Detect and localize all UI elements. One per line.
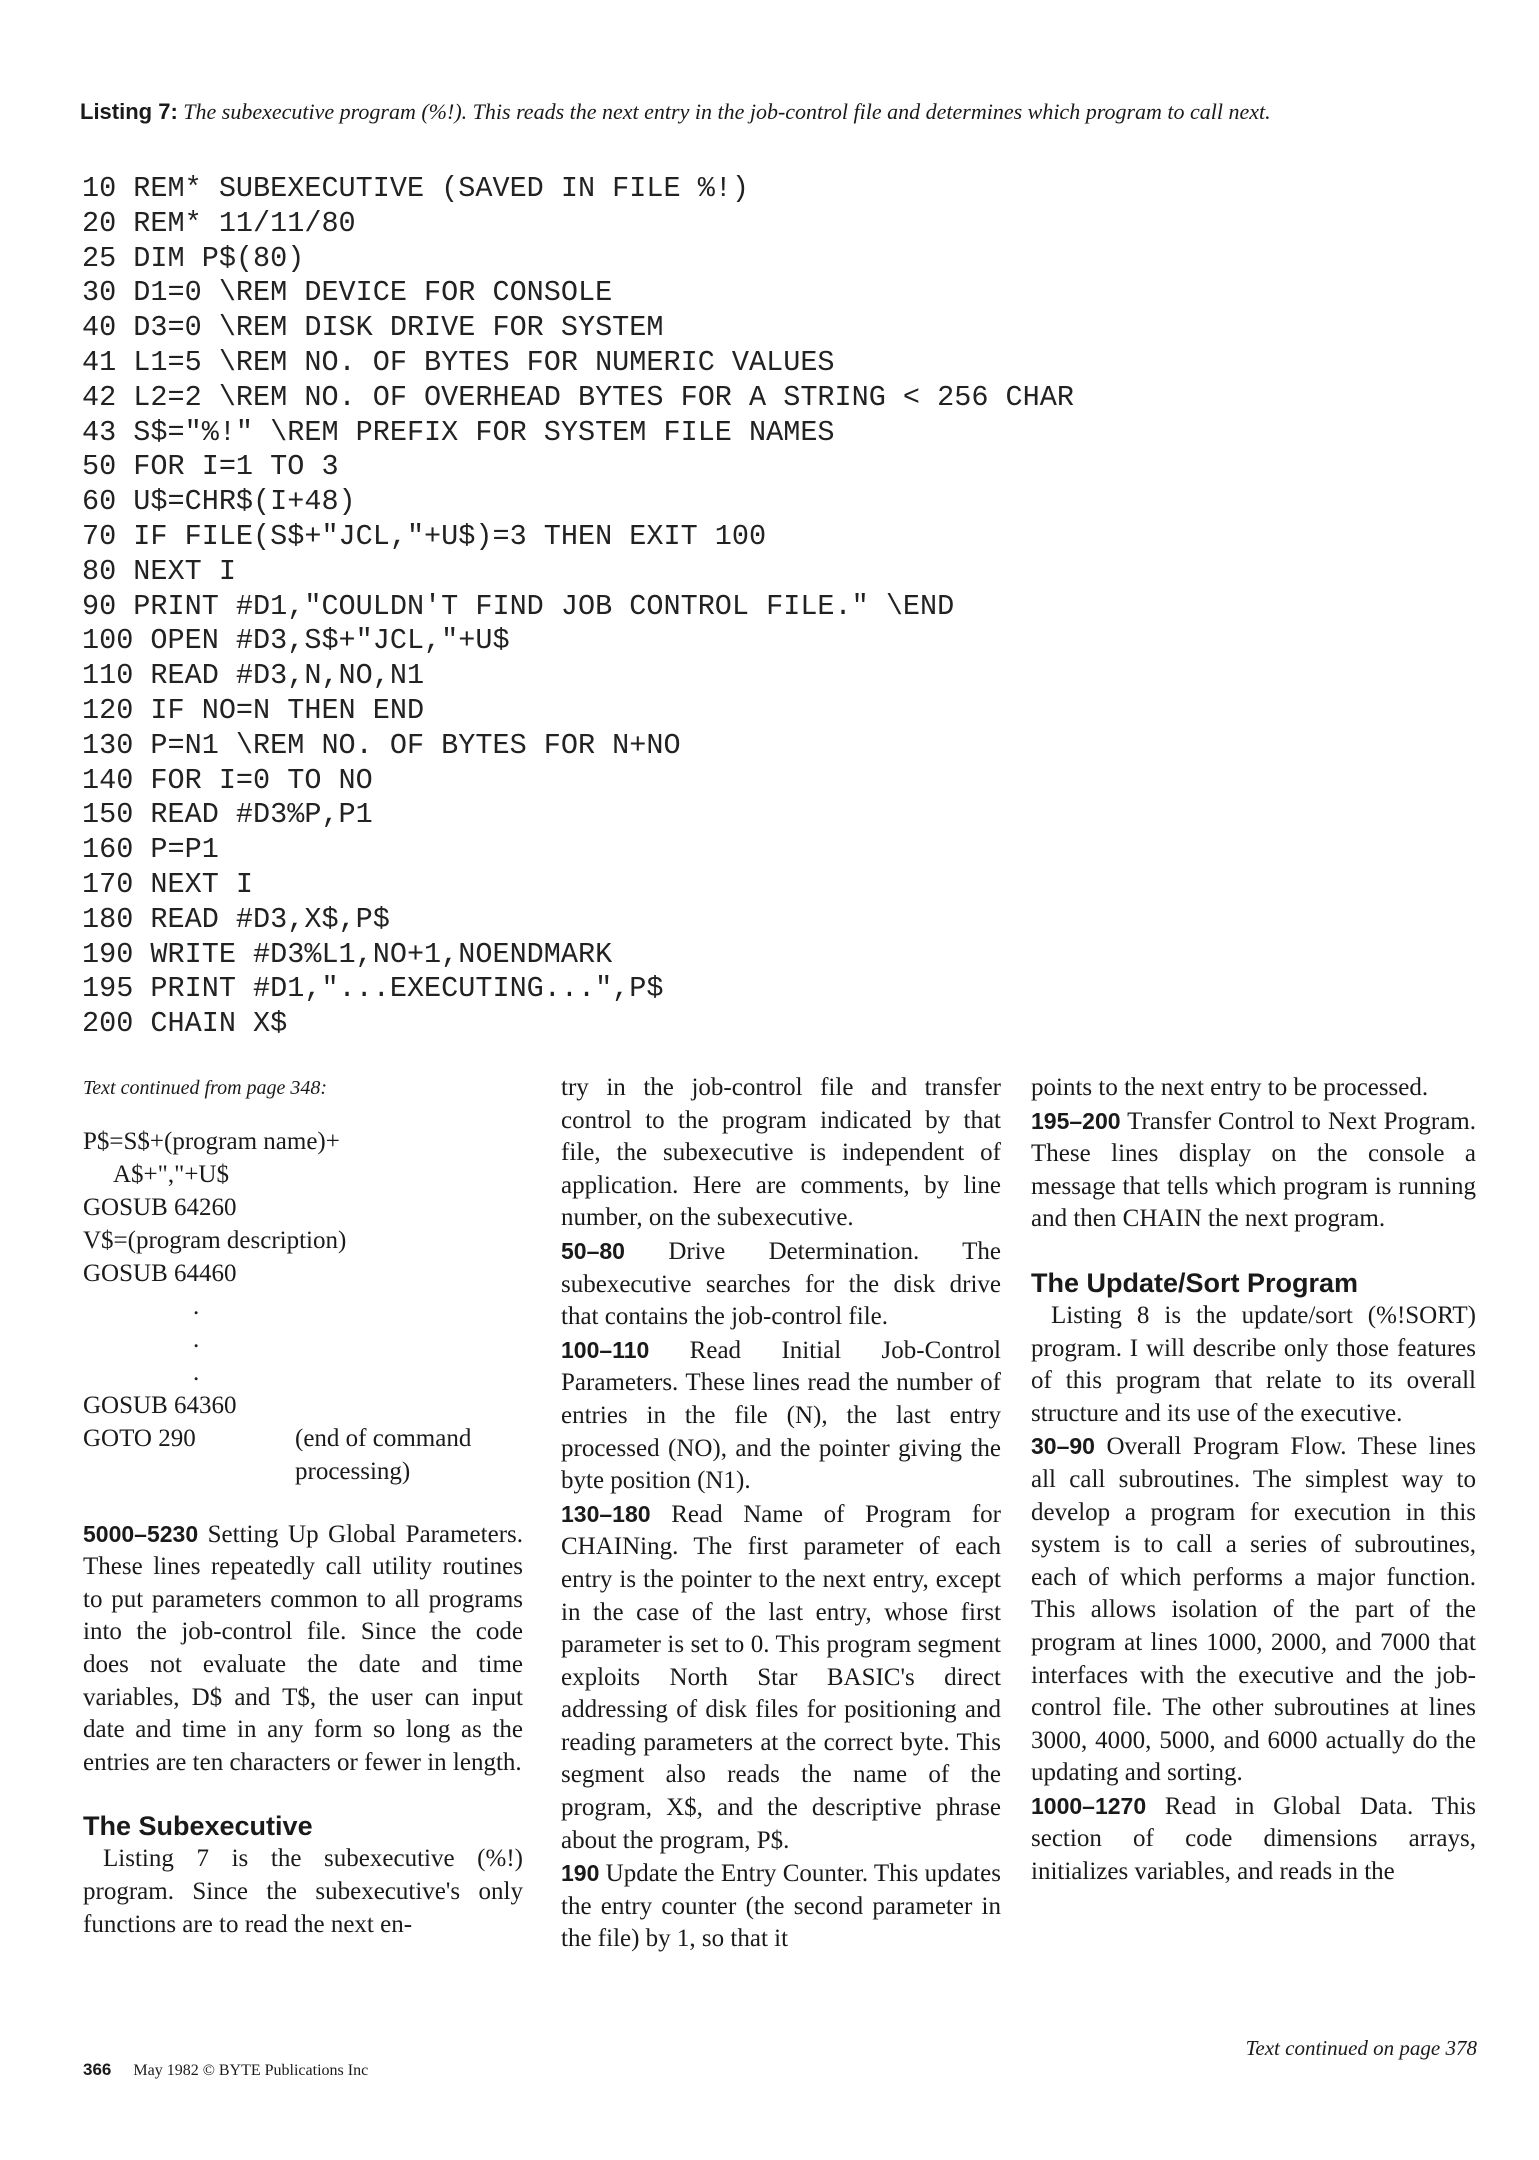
publication-info: May 1982 © BYTE Publications Inc bbox=[133, 2062, 369, 2079]
paragraph-text: Drive Determination. The subexecutive searches for the disk drive that contains the job-control file. bbox=[561, 1237, 1001, 1331]
code-line: 42 L2=2 \REM NO. OF OVERHEAD BYTES FOR A STRING < 256 CHAR bbox=[82, 380, 1074, 414]
example-line: GOSUB 64460 bbox=[83, 1259, 237, 1287]
text-column-1 bbox=[83, 1072, 523, 1941]
line-range: 1000–1270 bbox=[1031, 1792, 1147, 1819]
paragraph: try in the job-control file and transfer control to the program indicated by that file, the subexecutive is independent of application. Here are comments, by line number, on the subexecutive. bbox=[561, 1074, 1001, 1232]
paragraph-text: Setting Up Global Parameters. These lines repeatedly call utility routines to put parameters common to all programs into the job-control file. Since the code does not evaluate the date and time variables, D$ and T$, the user can input date and time in any form so long as the entries are ten characters or fewer in length. bbox=[83, 1520, 523, 1776]
code-line: 130 P=N1 \REM NO. OF BYTES FOR N+NO bbox=[82, 728, 681, 762]
paragraph bbox=[561, 1498, 1001, 1858]
continued-note: Text continued from page 348: bbox=[83, 1077, 328, 1099]
code-line: 60 U$=CHR$(I+48) bbox=[82, 485, 356, 519]
ellipsis-dot: . bbox=[193, 1358, 200, 1386]
paragraph bbox=[561, 1857, 1001, 1956]
code-line: 70 IF FILE(S$+"JCL,"+U$)=3 THEN EXIT 100 bbox=[82, 519, 767, 553]
inline-code-example bbox=[83, 1125, 523, 1488]
example-line: GOTO 290 bbox=[83, 1424, 196, 1452]
paragraph-text: Read Name of Program for CHAINing. The first parameter of each entry is the pointer to the next entry, except in the case of the last entry, whose first parameter is set to 0. This program segment exploits North Star BASIC's direct addressing of disk files for positioning and reading parameters at the correct byte. This segment also reads the name of the program, X$, and the descriptive phrase about the program, P$. bbox=[561, 1500, 1001, 1854]
line-range: 30–90 bbox=[1031, 1433, 1095, 1460]
text-column-2 bbox=[561, 1072, 1001, 1956]
code-line: 50 FOR I=1 TO 3 bbox=[82, 450, 339, 484]
code-line: 170 NEXT I bbox=[82, 867, 254, 901]
page-footer bbox=[83, 2060, 368, 2080]
code-listing bbox=[82, 172, 1074, 1042]
example-line: GOSUB 64260 bbox=[83, 1193, 237, 1221]
paragraph bbox=[561, 1235, 1001, 1334]
paragraph-text: Read Initial Job-Control Parameters. These lines read the number of entries in the file (N), the last entry processed (NO), and the pointer giving the byte position (N1). bbox=[561, 1336, 1001, 1495]
paragraph-text: Transfer Control to Next Program. These lines display on the console a message that tells which program is running and then CHAIN the next program. bbox=[1031, 1107, 1476, 1233]
paragraph bbox=[1031, 1105, 1476, 1236]
line-range: 50–80 bbox=[561, 1237, 625, 1264]
code-line: 195 PRINT #D1,"...EXECUTING...",P$ bbox=[82, 972, 664, 1006]
line-range: 195–200 bbox=[1031, 1107, 1121, 1134]
listing-caption bbox=[80, 98, 1480, 126]
example-line: V$=(program description) bbox=[83, 1226, 347, 1254]
section-heading: The Update/Sort Program bbox=[1031, 1267, 1359, 1298]
code-line: 25 DIM P$(80) bbox=[82, 241, 305, 275]
code-line: 20 REM* 11/11/80 bbox=[82, 206, 356, 240]
line-range: 130–180 bbox=[561, 1500, 651, 1527]
code-line: 120 IF NO=N THEN END bbox=[82, 693, 425, 727]
caption-label: Listing 7: bbox=[80, 99, 178, 124]
paragraph: points to the next entry to be processed. bbox=[1031, 1074, 1429, 1101]
continued-on-note: Text continued on page 378 bbox=[1245, 2036, 1477, 2060]
paragraph-text: Read in Global Data. This section of code dimensions arrays, initializes variables, and reads in the bbox=[1031, 1792, 1476, 1886]
line-range: 190 bbox=[561, 1860, 600, 1887]
goto-note: (end of command processing) bbox=[295, 1424, 472, 1485]
goto-row bbox=[83, 1422, 523, 1488]
code-line: 80 NEXT I bbox=[82, 554, 236, 588]
code-line: 160 P=P1 bbox=[82, 833, 219, 867]
paragraph bbox=[1031, 1790, 1476, 1889]
code-line: 40 D3=0 \REM DISK DRIVE FOR SYSTEM bbox=[82, 311, 664, 345]
text-column-3 bbox=[1031, 1072, 1476, 1889]
paragraph bbox=[83, 1518, 523, 1780]
paragraph-text: Overall Program Flow. These lines all call subroutines. The simplest way to develop a program for execution in this system is to call a series of subroutines, each of which performs a major function. This allows isolation of the part of the program at lines 1000, 2000, and 7000 that interfaces with the executive and the job-control file. The other subroutines at lines 3000, 4000, 5000, and 6000 actually do the updating and sorting. bbox=[1031, 1433, 1476, 1787]
code-line: 150 READ #D3%P,P1 bbox=[82, 798, 373, 832]
example-line: A$+","+U$ bbox=[113, 1160, 229, 1188]
ellipsis-dot: . bbox=[193, 1292, 200, 1320]
page-number: 366 bbox=[83, 2060, 112, 2079]
code-line: 41 L1=5 \REM NO. OF BYTES FOR NUMERIC VALUES bbox=[82, 345, 835, 379]
code-line: 140 FOR I=0 TO NO bbox=[82, 763, 373, 797]
paragraph: Listing 8 is the update/sort (%!SORT) program. I will describe only those features of this program that relate to its overall structure and its use of the executive. bbox=[1031, 1301, 1476, 1427]
ellipsis-dot: . bbox=[193, 1325, 200, 1353]
code-line: 200 CHAIN X$ bbox=[82, 1007, 288, 1041]
code-line: 90 PRINT #D1,"COULDN'T FIND JOB CONTROL FILE." \END bbox=[82, 589, 955, 623]
line-range: 5000–5230 bbox=[83, 1520, 199, 1547]
line-range: 100–110 bbox=[561, 1336, 650, 1363]
code-line: 100 OPEN #D3,S$+"JCL,"+U$ bbox=[82, 624, 510, 658]
code-line: 43 S$="%!" \REM PREFIX FOR SYSTEM FILE NAMES bbox=[82, 415, 835, 449]
paragraph bbox=[561, 1334, 1001, 1498]
code-line: 190 WRITE #D3%L1,NO+1,NOENDMARK bbox=[82, 937, 613, 971]
code-line: 180 READ #D3,X$,P$ bbox=[82, 902, 390, 936]
code-line: 30 D1=0 \REM DEVICE FOR CONSOLE bbox=[82, 276, 613, 310]
example-line: GOSUB 64360 bbox=[83, 1391, 237, 1419]
paragraph: Listing 7 is the subexecutive (%!) program. Since the subexecutive's only functions are to read the next en- bbox=[83, 1845, 523, 1938]
paragraph bbox=[1031, 1430, 1476, 1790]
paragraph-text: Update the Entry Counter. This updates the entry counter (the second parameter in the file) by 1, so that it bbox=[561, 1860, 1001, 1953]
example-line: P$=S$+(program name)+ bbox=[83, 1127, 340, 1155]
caption-text: The subexecutive program (%!). This reads the next entry in the job-control file and determines which program to call next. bbox=[183, 99, 1271, 124]
section-heading: The Subexecutive bbox=[83, 1811, 313, 1842]
code-line: 110 READ #D3,N,NO,N1 bbox=[82, 659, 425, 693]
code-line: 10 REM* SUBEXECUTIVE (SAVED IN FILE %!) bbox=[82, 172, 750, 205]
